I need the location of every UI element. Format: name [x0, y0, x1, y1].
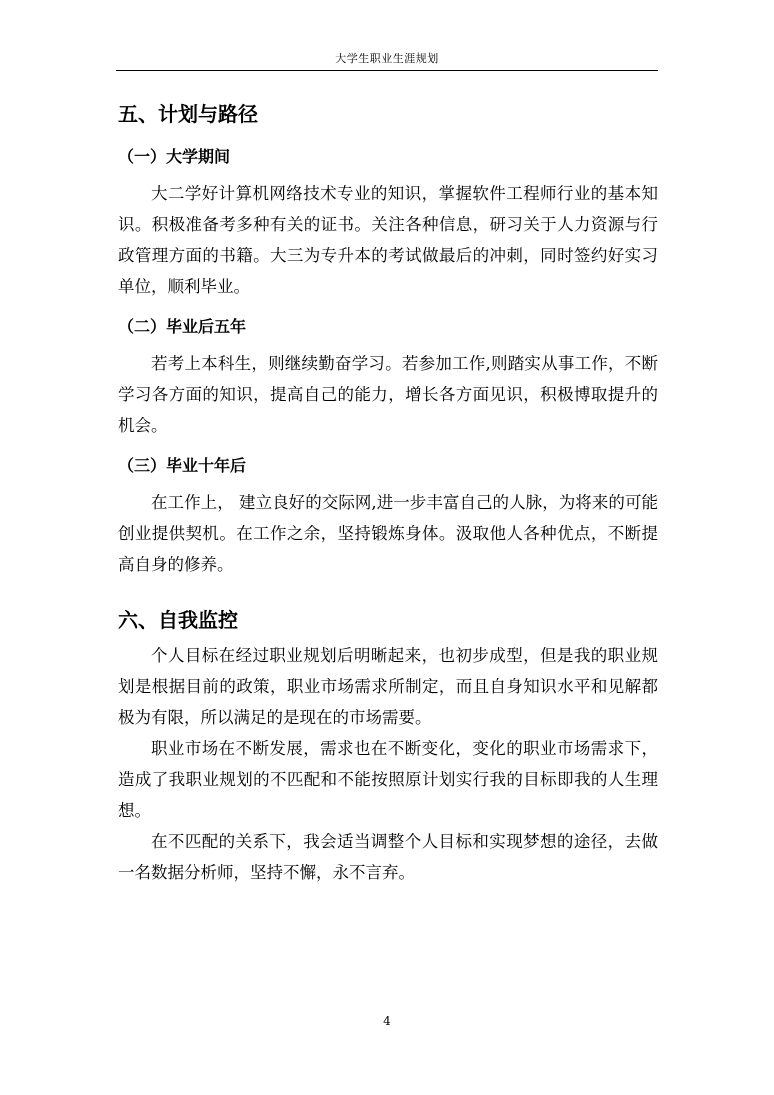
page-number: 4	[383, 1014, 391, 1028]
subsection-title-ten-years: （三）毕业十年后	[118, 456, 247, 475]
paragraph-self-monitoring-3: 在不匹配的关系下，我会适当调整个人目标和实现梦想的途径，去做一名数据分析师，坚持不懈，永不言弃。	[118, 832, 658, 882]
paragraph-self-monitoring-1: 个人目标在经过职业规划后明晰起来，也初步成型，但是我的职业规划是根据目前的政策，职业市场需求所制定，而且自身知识水平和见解都极为有限，所以满足的是现在的市场需要。	[118, 646, 658, 727]
paragraph-self-monitoring-2: 职业市场在不断发展，需求也在不断变化，变化的职业市场需求下，造成了我职业规划的不匹配和不能按照原计划实行我的目标即我的人生理想。	[118, 739, 658, 820]
document-body	[118, 96, 658, 888]
subsection-title-five-years: （二）毕业后五年	[118, 317, 247, 336]
section-title-self-monitoring: 六、自我监控	[118, 608, 238, 632]
paragraph-ten-years: 在工作上， 建立良好的交际网,进一步丰富自己的人脉，为将来的可能创业提供契机。在工作之余，坚持锻炼身体。汲取他人各种优点，不断提高自身的修养。	[118, 493, 658, 574]
paragraph-five-years: 若考上本科生，则继续勤奋学习。若参加工作,则踏实从事工作，不断学习各方面的知识，提高自己的能力，增长各方面见识，积极博取提升的机会。	[118, 354, 658, 435]
page-header: 大学生职业生涯规划	[116, 50, 658, 71]
paragraph-university: 大二学好计算机网络技术专业的知识，掌握软件工程师行业的基本知识。积极准备考多种有关的证书。关注各种信息，研习关于人力资源与行政管理方面的书籍。大三为专升本的考试做最后的冲刺，同时签约好实习单位，顺利毕业。	[118, 184, 658, 296]
subsection-title-university: （一）大学期间	[118, 147, 231, 166]
section-title-plan-and-path: 五、计划与路径	[118, 102, 258, 126]
